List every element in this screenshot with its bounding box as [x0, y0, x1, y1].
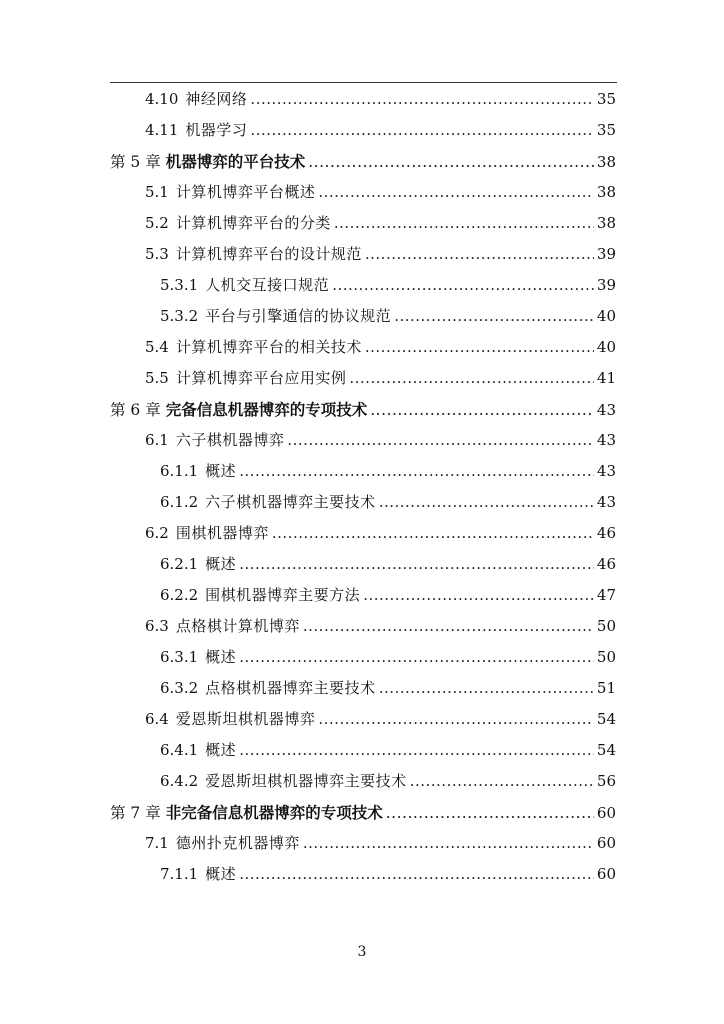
toc-entry-title: 完备信息机器博弈的专项技术 [165, 400, 368, 419]
dot-leader [272, 518, 594, 549]
toc-entry-number: 5.1 [145, 183, 169, 201]
toc-entry-title: 计算机博弈平台的相关技术 [175, 338, 362, 356]
toc-entry-title: 机器学习 [185, 121, 248, 139]
toc-entry-page: 50 [596, 648, 616, 666]
dot-leader [379, 487, 594, 518]
toc-entry-number: 6.3 [145, 617, 169, 635]
toc-entry-title: 围棋机器博弈主要方法 [205, 586, 361, 604]
toc-entry-title: 爱恩斯坦棋机器博弈主要技术 [205, 772, 407, 790]
toc-entry-page: 54 [596, 710, 616, 728]
dot-leader [332, 270, 594, 301]
toc-entry-number: 5.2 [145, 214, 169, 232]
toc-entry-number: 4.10 [145, 90, 179, 108]
dot-leader [334, 208, 594, 239]
toc-entry[interactable] [145, 177, 616, 208]
toc-entry-number: 第 6 章 [110, 401, 161, 419]
toc-entry-number: 6.4 [145, 710, 169, 728]
toc-entry[interactable] [145, 425, 616, 456]
toc-entry-title: 爱恩斯坦棋机器博弈 [175, 710, 316, 728]
toc-entry-page: 39 [596, 276, 616, 294]
toc-entry[interactable] [145, 704, 616, 735]
dot-leader [394, 301, 594, 332]
toc-entry[interactable] [160, 301, 616, 332]
dot-leader [303, 828, 594, 859]
toc-entry-number: 7.1 [145, 834, 169, 852]
toc-entry[interactable] [145, 115, 616, 146]
toc-entry-page: 38 [596, 214, 616, 232]
toc-entry-page: 50 [596, 617, 616, 635]
toc-entry-page: 56 [596, 772, 616, 790]
toc-entry[interactable] [145, 828, 616, 859]
toc-entry[interactable] [160, 642, 616, 673]
toc-entry-title: 德州扑克机器博弈 [175, 834, 300, 852]
toc-entry-number: 6.2.1 [160, 555, 199, 573]
toc-entry-number: 6.3.2 [160, 679, 199, 697]
toc-entry-title: 六子棋机器博弈 [175, 431, 285, 449]
dot-leader [370, 395, 594, 426]
toc-entry-title: 计算机博弈平台应用实例 [175, 369, 347, 387]
toc-entry-number: 6.3.1 [160, 648, 199, 666]
toc-entry-number: 6.1.1 [160, 462, 199, 480]
dot-leader [318, 704, 594, 735]
toc-entry[interactable] [145, 208, 616, 239]
toc-entry[interactable] [145, 84, 616, 115]
toc-entry-number: 6.1.2 [160, 493, 199, 511]
dot-leader [410, 766, 594, 797]
toc-entry-number: 6.2 [145, 524, 169, 542]
toc-entry[interactable] [110, 394, 616, 425]
toc-entry[interactable] [110, 797, 616, 828]
toc-entry-title: 概述 [205, 865, 237, 883]
toc-entry[interactable] [110, 146, 616, 177]
toc-entry-page: 39 [596, 245, 616, 263]
toc-entry-page: 60 [596, 804, 616, 822]
toc-entry-number: 7.1.1 [160, 865, 199, 883]
dot-leader [363, 580, 594, 611]
toc-entry-page: 47 [596, 586, 616, 604]
page-number: 3 [357, 944, 367, 960]
toc-entry[interactable] [160, 766, 616, 797]
toc-entry[interactable] [160, 456, 616, 487]
toc-entry-number: 5.5 [145, 369, 169, 387]
dot-leader [308, 147, 594, 178]
toc-entry-title: 人机交互接口规范 [205, 276, 330, 294]
toc-entry[interactable] [160, 580, 616, 611]
dot-leader [250, 115, 593, 146]
toc-entry-title: 概述 [205, 648, 237, 666]
dot-leader [239, 642, 594, 673]
toc-entry-title: 神经网络 [185, 90, 248, 108]
toc-entry-number: 5.3 [145, 245, 169, 263]
toc-entry-title: 计算机博弈平台概述 [175, 183, 316, 201]
toc-entry-page: 40 [596, 307, 616, 325]
toc-entry-page: 43 [596, 462, 616, 480]
toc-entry[interactable] [160, 673, 616, 704]
toc-entry-number: 第 5 章 [110, 153, 161, 171]
toc-entry-page: 51 [596, 679, 616, 697]
toc-entry-number: 4.11 [145, 121, 179, 139]
dot-leader [287, 425, 594, 456]
toc-entry-page: 41 [596, 369, 616, 387]
dot-leader [349, 363, 594, 394]
toc-entry-title: 概述 [205, 462, 237, 480]
toc-entry-page: 38 [596, 183, 616, 201]
dot-leader [250, 84, 593, 115]
dot-leader [239, 859, 594, 890]
toc-entry-number: 6.4.2 [160, 772, 199, 790]
toc-entry-title: 点格棋计算机博弈 [175, 617, 300, 635]
toc-entry-page: 38 [596, 153, 616, 171]
toc-entry-title: 概述 [205, 741, 237, 759]
toc-entry-number: 6.2.2 [160, 586, 199, 604]
toc-entry-number: 5.4 [145, 338, 169, 356]
toc-entry-page: 43 [596, 493, 616, 511]
toc-entry[interactable] [160, 270, 616, 301]
dot-leader [386, 798, 594, 829]
dot-leader [365, 332, 594, 363]
dot-leader [239, 735, 594, 766]
toc-entry-title: 点格棋机器博弈主要技术 [205, 679, 376, 697]
dot-leader [303, 611, 594, 642]
toc-entry-page: 60 [596, 834, 616, 852]
toc-entry-title: 机器博弈的平台技术 [165, 152, 306, 171]
dot-leader [379, 673, 594, 704]
toc-entry-title: 计算机博弈平台的分类 [175, 214, 331, 232]
toc-entry-page: 60 [596, 865, 616, 883]
toc-entry-page: 35 [596, 90, 616, 108]
toc-entry-page: 46 [596, 555, 616, 573]
toc-entry-page: 43 [596, 431, 616, 449]
toc-entry-title: 六子棋机器博弈主要技术 [205, 493, 376, 511]
toc-entry-number: 6.1 [145, 431, 169, 449]
toc-entry[interactable] [160, 487, 616, 518]
toc-entry-title: 概述 [205, 555, 237, 573]
toc-entry-title: 计算机博弈平台的设计规范 [175, 245, 362, 263]
toc-entry[interactable] [145, 611, 616, 642]
toc-entry[interactable] [145, 332, 616, 363]
toc-entry[interactable] [160, 549, 616, 580]
toc-entry-number: 5.3.1 [160, 276, 199, 294]
dot-leader [365, 239, 594, 270]
toc-entry[interactable] [145, 518, 616, 549]
toc-entry-number: 5.3.2 [160, 307, 199, 325]
toc-entry-page: 54 [596, 741, 616, 759]
toc-entry-title: 平台与引擎通信的协议规范 [205, 307, 392, 325]
toc-entry[interactable] [145, 239, 616, 270]
toc-entry-page: 40 [596, 338, 616, 356]
toc-entry-number: 第 7 章 [110, 804, 161, 822]
toc-entry-page: 35 [596, 121, 616, 139]
toc-entry-page: 46 [596, 524, 616, 542]
toc-entry-page: 43 [596, 401, 616, 419]
dot-leader [239, 456, 594, 487]
toc-entry-title: 围棋机器博弈 [175, 524, 269, 542]
toc-entry[interactable] [160, 859, 616, 890]
dot-leader [239, 549, 594, 580]
toc-entry-title: 非完备信息机器博弈的专项技术 [165, 803, 383, 822]
toc-entry[interactable] [145, 363, 616, 394]
dot-leader [318, 177, 594, 208]
header-rule [110, 82, 617, 83]
toc-entry[interactable] [160, 735, 616, 766]
toc-entry-number: 6.4.1 [160, 741, 199, 759]
